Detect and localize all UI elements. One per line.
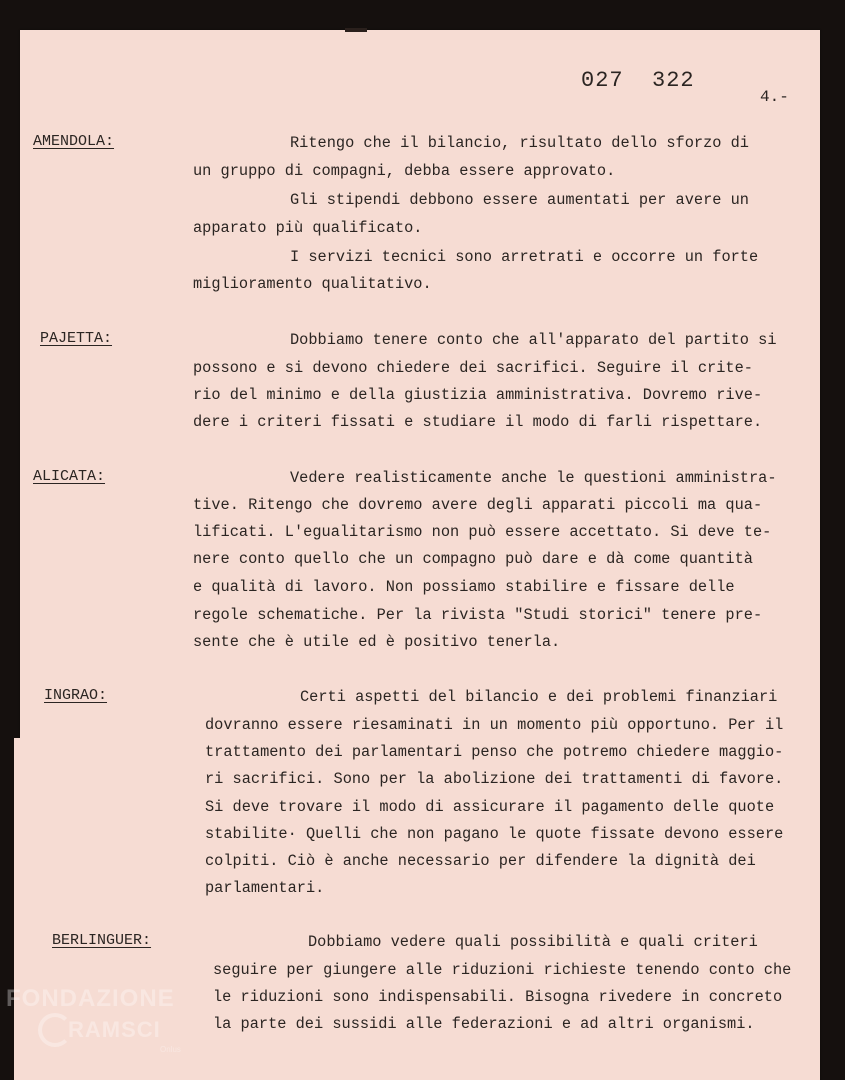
watermark-line2: RAMSCI: [68, 1017, 161, 1042]
text-line: ri sacrifici. Sono per la abolizione dei trattamenti di favore.: [205, 770, 784, 788]
speaker-ingrao: INGRAO:: [44, 687, 108, 704]
page-number: 4.-: [760, 88, 789, 106]
text-line: la parte dei sussidi alle federazioni e ad altri organismi.: [213, 1015, 755, 1033]
text-line: dere i criteri fissati e studiare il modo di farli rispettare.: [193, 413, 763, 431]
text-line: Certi aspetti del bilancio e dei problemi finanziari: [300, 688, 778, 706]
text-line: parlamentari.: [205, 879, 325, 897]
speaker-pajetta: PAJETTA:: [40, 330, 113, 347]
text-line: le riduzioni sono indispensabili. Bisogna rivedere in concreto: [213, 988, 783, 1006]
text-line: regole schematiche. Per la rivista "Studi storici" tenere pre-: [193, 606, 763, 624]
text-line: sente che è utile ed è positivo tenerla.: [193, 633, 561, 651]
watermark-line3: Onlus: [160, 1045, 181, 1054]
document-number: 027 322: [581, 68, 695, 93]
text-line: possono e si devono chiedere dei sacrifici. Seguire il crite-: [193, 359, 753, 377]
text-line: tive. Ritengo che dovremo avere degli apparati piccoli ma qua-: [193, 496, 763, 514]
text-line: miglioramento qualitativo.: [193, 275, 432, 293]
watermark-line1: FONDAZIONE: [6, 985, 175, 1012]
text-line: stabilite· Quelli che non pagano le quote fissate devono essere: [205, 825, 784, 843]
text-line: Ritengo che il bilancio, risultato dello sforzo di: [290, 134, 749, 152]
text-line: seguire per giungere alle riduzioni richieste tenendo conto che: [213, 961, 792, 979]
text-line: Dobbiamo vedere quali possibilità e quali criteri: [308, 933, 758, 951]
text-line: lificati. L'egualitarismo non può essere accettato. Si deve te-: [193, 523, 772, 541]
text-line: dovranno essere riesaminati in un momento più opportuno. Per il: [205, 716, 784, 734]
text-line: trattamento dei parlamentari penso che potremo chiedere maggio-: [205, 743, 784, 761]
text-line: un gruppo di compagni, debba essere approvato.: [193, 162, 616, 180]
text-line: Si deve trovare il modo di assicurare il pagamento delle quote: [205, 798, 775, 816]
speaker-alicata: ALICATA:: [33, 468, 106, 485]
text-line: nere conto quello che un compagno può dare e dà come quantità: [193, 550, 753, 568]
text-line: Dobbiamo tenere conto che all'apparato del partito si: [290, 331, 777, 349]
text-line: e qualità di lavoro. Non possiamo stabilire e fissare delle: [193, 578, 735, 596]
speaker-amendola: AMENDOLA:: [33, 133, 115, 150]
text-line: Gli stipendi debbono essere aumentati per avere un: [290, 191, 749, 209]
fondazione-gramsci-watermark: [0, 985, 215, 1070]
gramsci-logo-icon: [38, 1013, 72, 1047]
text-line: Vedere realisticamente anche le questioni amministra-: [290, 469, 777, 487]
top-mark: [345, 28, 367, 32]
text-line: rio del minimo e della giustizia amministrativa. Dovremo rive-: [193, 386, 763, 404]
text-line: colpiti. Ciò è anche necessario per difendere la dignità dei: [205, 852, 756, 870]
text-line: apparato più qualificato.: [193, 219, 423, 237]
speaker-berlinguer: BERLINGUER:: [52, 932, 152, 949]
text-line: I servizi tecnici sono arretrati e occorre un forte: [290, 248, 759, 266]
